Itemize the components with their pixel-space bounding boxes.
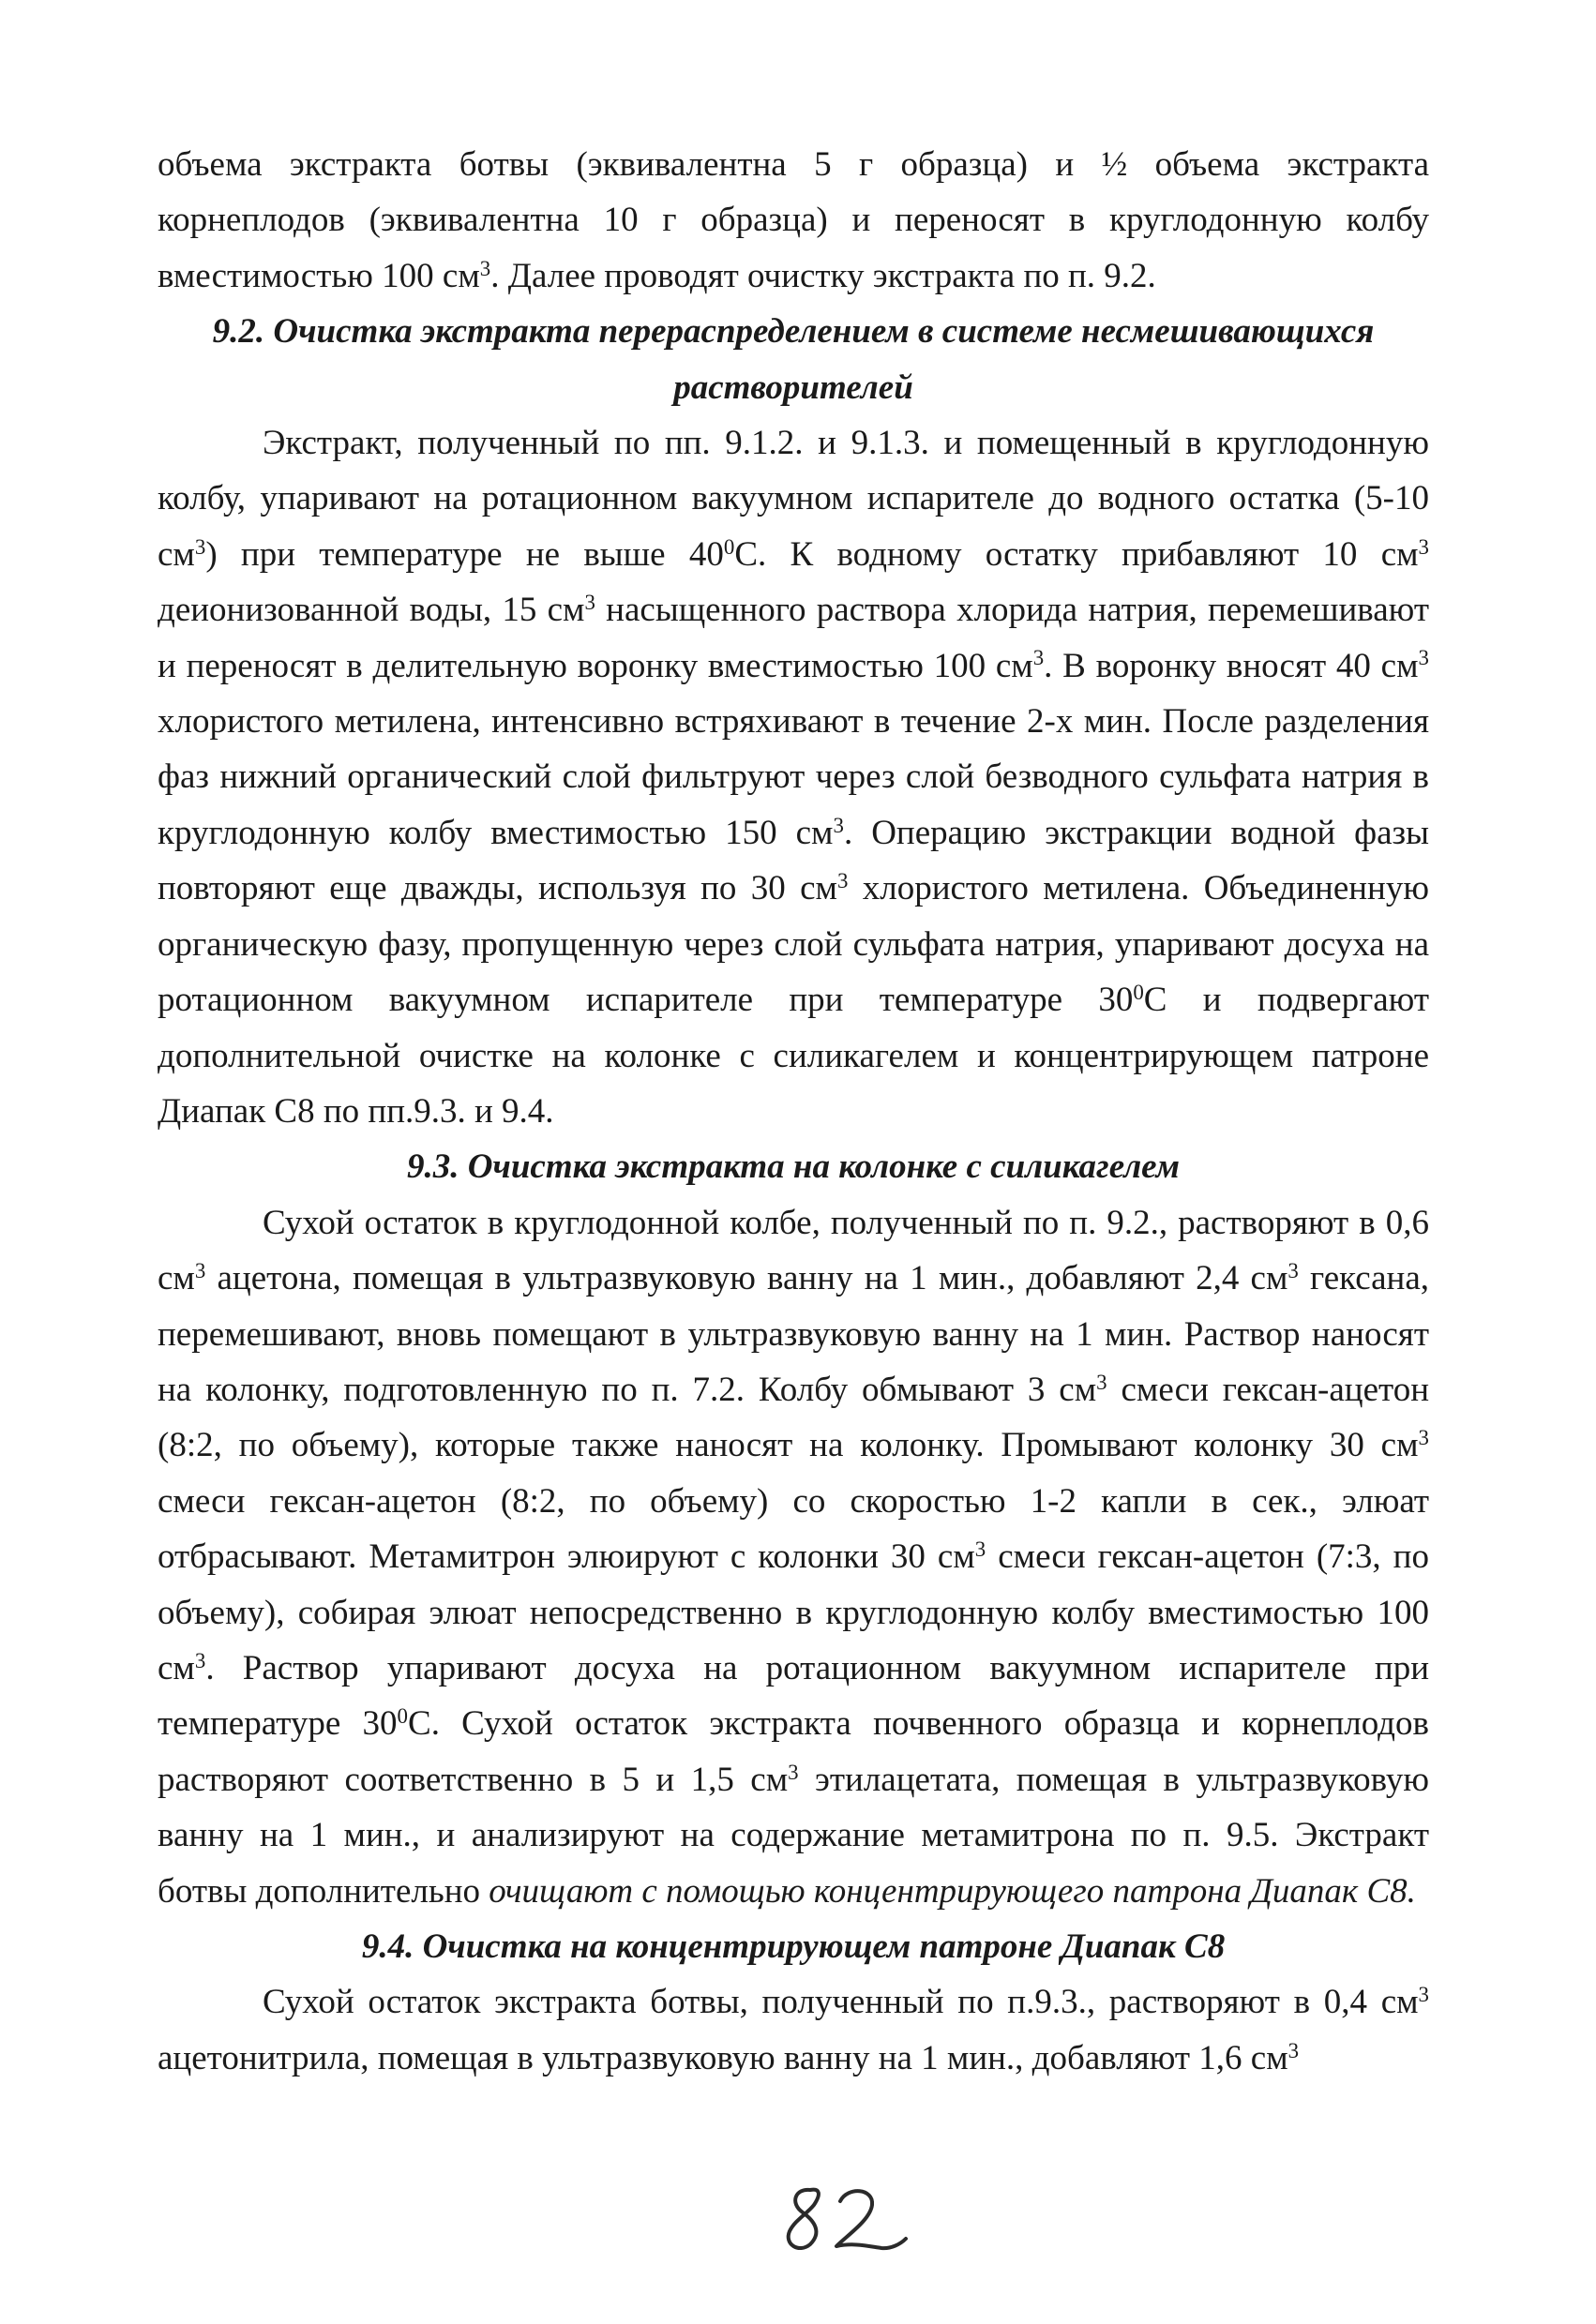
handwritten-page-number (769, 2177, 919, 2261)
section-9-4-paragraph: Сухой остаток экстракта ботвы, полученный по п.9.3., растворяют в 0,4 $см^3$ ацетонитрила, помещая в ультразвуковую ванну на 1 мин., добавляют 1,6 $см^3$ (158, 1983, 1429, 2077)
section-heading-9-2: 9.2. Очистка экстракта перераспределением в системе несмешивающихся растворителей (212, 312, 1375, 407)
section-heading-9-4: 9.4. Очистка на концентрирующем патроне Диапак С8 (361, 1927, 1226, 1966)
section-heading-9-3: 9.3. Очистка экстракта на колонке с силикагелем (406, 1147, 1181, 1187)
section-9-2-paragraph: Экстракт, полученный по пп. 9.1.2. и 9.1.3. и помещенный в круглодонную колбу, упаривают на ротационном вакуумном испарителе до водного остатка (5-10 $см^3$) при температуре не выше $40^0С$. К водному остатку прибавляют 10 $см^3$ деионизованной воды, 15 $см^3$ насыщенного раствора хлорида натрия, перемешивают и переносят в делительную воронку вместимостью 100 $см^3$. В воронку вносят 40 $см^3$ хлористого метилена, интенсивно встряхивают в течение 2-х мин. После разделения фаз нижний органический слой фильтруют через слой безводного сульфата натрия в круглодонную колбу вместимостью 150 $см^3$. Операцию экстракции водной фазы повторяют еще дважды, используя по 30 $см^3$ хлористого метилена. Объединенную органическую фазу, пропущенную через слой сульфата натрия, упаривают досуха на ротационном вакуумном испарителе при температуре $30^0С$ и подвергают дополнительной очистке на колонке с силикагелем и концентрирующем патроне Диапак С8 по пп.9.3. и 9.4. (158, 424, 1430, 1131)
section-9-3-paragraph: Сухой остаток в круглодонной колбе, полученный по п. 9.2., растворяют в 0,6 $см^3$ ацетона, помещая в ультразвуковую ванну на 1 мин., добавляют 2,4 $см^3$ гексана, перемешивают, вновь помещают в ультразвуковую ванну на 1 мин. Раствор наносят на колонку, подготовленную по п. 7.2. Колбу обмывают 3 $см^3$ смеси гексан-ацетон (8:2, по объему), которые также наносят на колонку. Промывают колонку 30 $см^3$ смеси гексан-ацетон (8:2, по объему) со скоростью 1-2 капли в сек., элюат отбрасывают. Метамитрон элюируют с колонки 30 $см^3$ смеси гексан-ацетон (7:3, по объему), собирая элюат непосредственно в круглодонную колбу вместимостью 100 $см^3$. Раствор упаривают досуха на ротационном вакуумном испарителе при температуре $30^0С$. Сухой остаток экстракта почвенного образца и корнеплодов растворяют соответственно в 5 и 1,5 $см^3$ этилацетата, помещая в ультразвуковую ванну на 1 мин., и анализируют на содержание метамитрона по п. 9.5. Экстракт ботвы дополнительно очищают с помощью концентрирующего патрона Диапак С8. (158, 1203, 1429, 1911)
page-number-text: 82 (844, 2233, 845, 2234)
intro-paragraph: объема экстракта ботвы (эквивалентна 5 г образца) и ½ объема экстракта корнеплодов (эквивалентна 10 г образца) и переносят в круглодонную колбу вместимостью 100 $см^3$. Далее проводят очистку экстракта по п. 9.2. (158, 145, 1429, 295)
handwritten-page-number-graphic (769, 2177, 919, 2261)
page-body (158, 137, 1429, 2086)
